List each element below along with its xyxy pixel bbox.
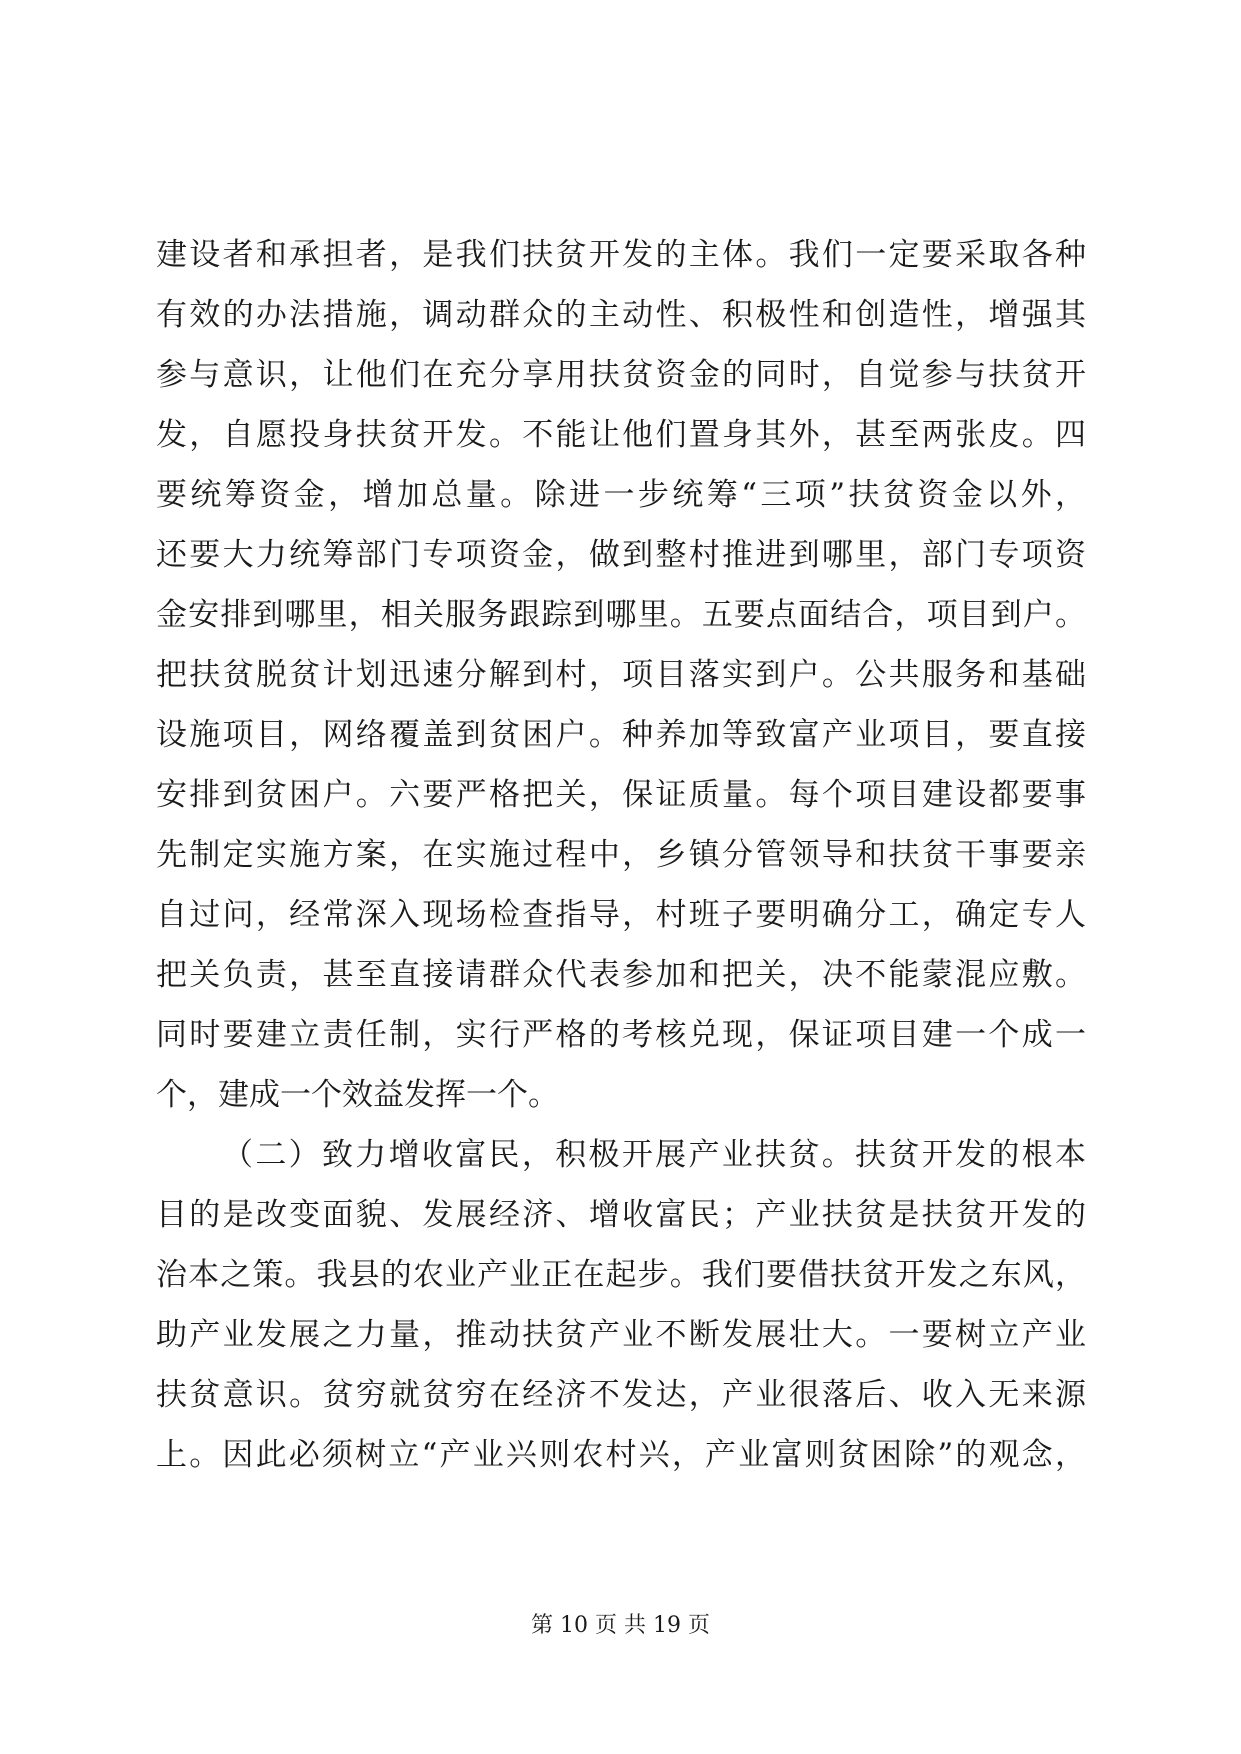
text-line: 还要大力统筹部门专项资金，做到整村推进到哪里，部门专项资 (156, 537, 1086, 573)
text-line: 发，自愿投身扶贫开发。不能让他们置身其外，甚至两张皮。四 (156, 417, 1086, 453)
paragraph-end-line: 个，建成一个效益发挥一个。 (156, 1077, 559, 1113)
text-line: 金安排到哪里，相关服务跟踪到哪里。五要点面结合，项目到户。 (156, 597, 1086, 633)
text-line: 设施项目，网络覆盖到贫困户。种养加等致富产业项目，要直接 (156, 717, 1086, 753)
text-line: 参与意识，让他们在充分享用扶贫资金的同时，自觉参与扶贫开 (156, 357, 1086, 393)
page-number-footer: 第 10 页 共 19 页 (531, 1613, 710, 1638)
text-line: 自过问，经常深入现场检查指导，村班子要明确分工，确定专人 (156, 897, 1086, 933)
text-line: 先制定实施方案，在实施过程中，乡镇分管领导和扶贫干事要亲 (156, 837, 1086, 873)
text-line: 有效的办法措施，调动群众的主动性、积极性和创造性，增强其 (156, 297, 1086, 333)
text-line: 上。因此必须树立“产业兴则农村兴，产业富则贫困除”的观念， (156, 1437, 1086, 1473)
text-line: 把扶贫脱贫计划迅速分解到村，项目落实到户。公共服务和基础 (156, 657, 1086, 693)
text-line: 同时要建立责任制，实行严格的考核兑现，保证项目建一个成一 (156, 1017, 1086, 1053)
text-line: 目的是改变面貌、发展经济、增收富民；产业扶贫是扶贫开发的 (156, 1197, 1086, 1233)
text-line: 安排到贫困户。六要严格把关，保证质量。每个项目建设都要事 (156, 777, 1086, 813)
text-line: 建设者和承担者，是我们扶贫开发的主体。我们一定要采取各种 (156, 237, 1086, 273)
section-heading-line: （二）致力增收富民，积极开展产业扶贫。扶贫开发的根本 (222, 1137, 1086, 1173)
text-line: 要统筹资金，增加总量。除进一步统筹“三项”扶贫资金以外， (156, 477, 1086, 513)
text-line: 助产业发展之力量，推动扶贫产业不断发展壮大。一要树立产业 (156, 1317, 1086, 1353)
text-line: 扶贫意识。贫穷就贫穷在经济不发达，产业很落后、收入无来源 (156, 1377, 1086, 1413)
document-body (156, 225, 1086, 1485)
text-line: 治本之策。我县的农业产业正在起步。我们要借扶贫开发之东风， (156, 1257, 1086, 1293)
text-line: 把关负责，甚至直接请群众代表参加和把关，决不能蒙混应敷。 (156, 957, 1086, 993)
